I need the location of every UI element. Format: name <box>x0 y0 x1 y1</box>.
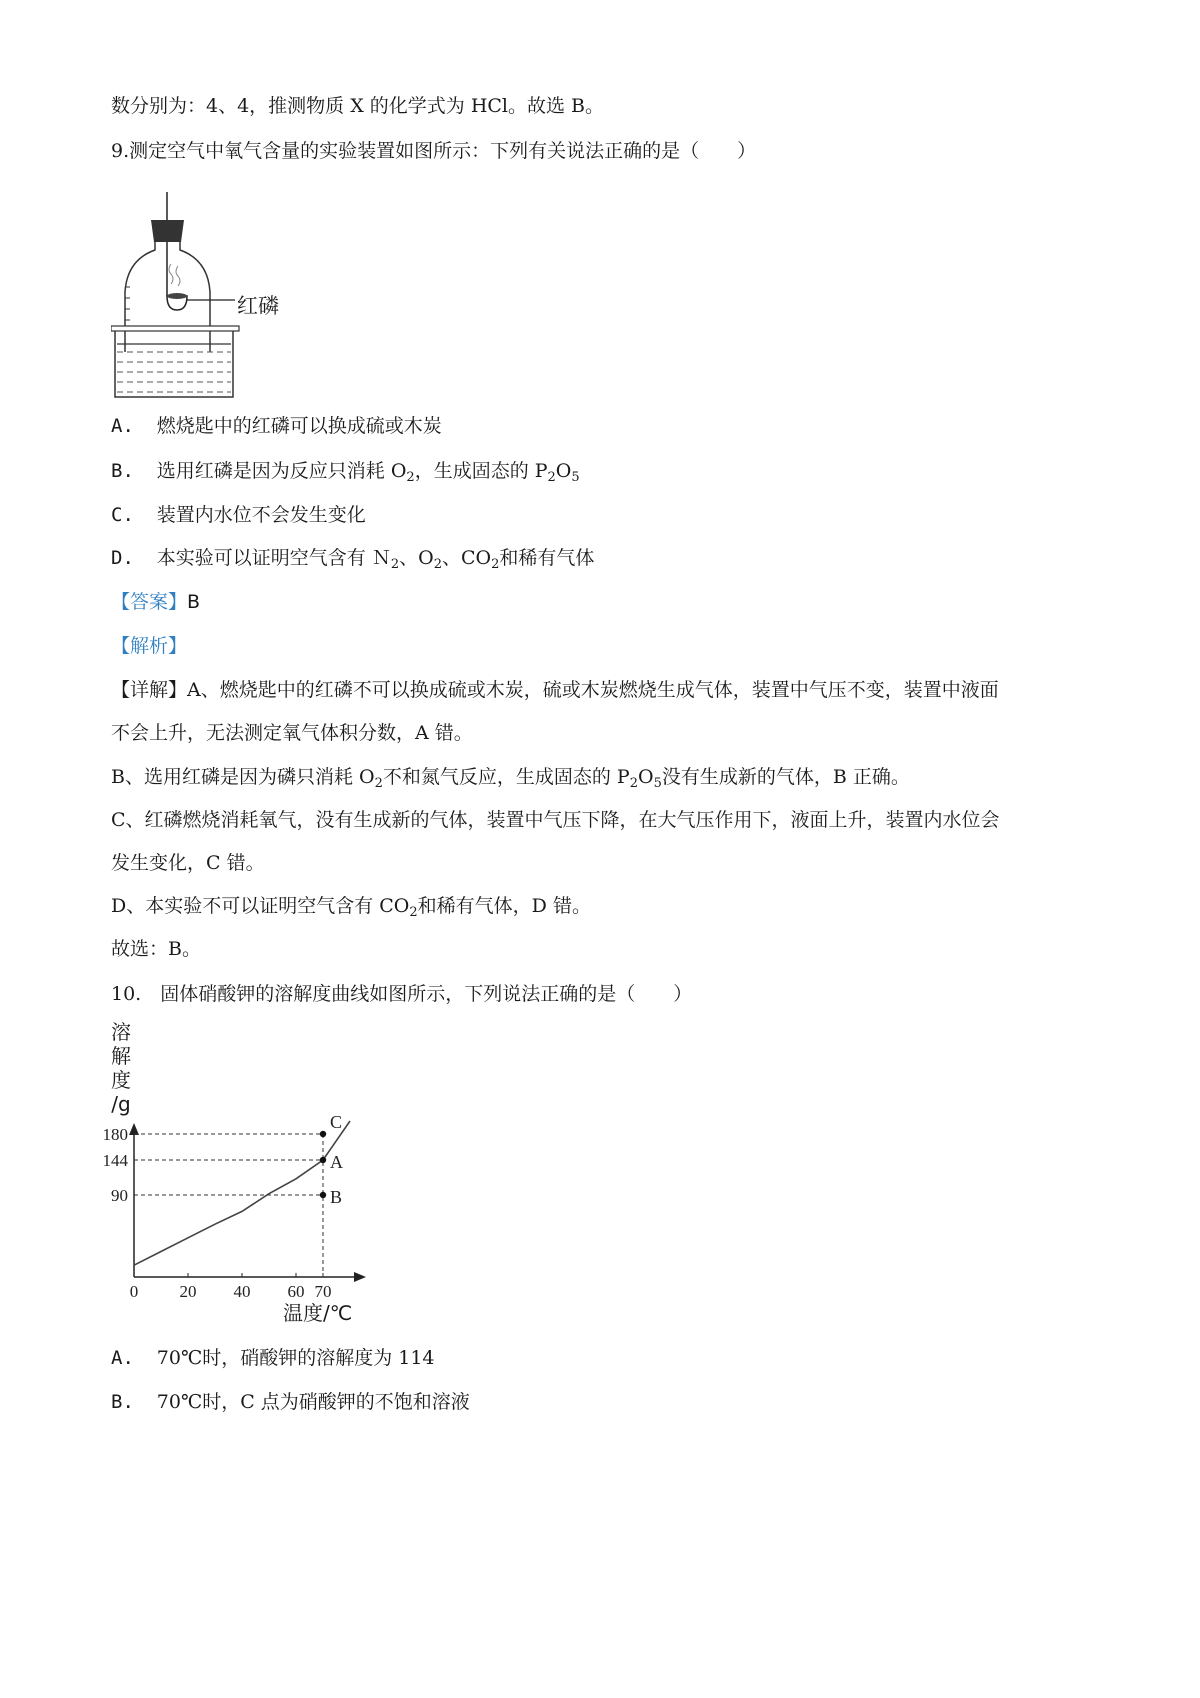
figure-label-red-phosphorus: 红磷 <box>237 294 279 318</box>
detail-line-1: 【详解】A、燃烧匙中的红磷不可以换成硫或木炭，硫或木炭燃烧生成气体，装置中气压不变，装置中液面 <box>111 679 999 701</box>
question-10-stem: 10. 固体硝酸钾的溶解度曲线如图所示，下列说法正确的是（ ） <box>111 983 693 1005</box>
option-letter: C. <box>111 504 134 526</box>
answer-value: B <box>187 591 201 613</box>
y-axis-label-char: 度 <box>111 1068 131 1092</box>
x-tick-label: 40 <box>233 1282 251 1301</box>
option-text: 燃烧匙中的红磷可以换成硫或木炭 <box>156 415 442 437</box>
x-tick-label: 60 <box>287 1282 305 1301</box>
solubility-curve <box>134 1121 350 1265</box>
data-point <box>320 1192 326 1198</box>
y-axis-label-char: /g <box>111 1092 131 1116</box>
answer-label: 【答案】 <box>111 591 188 613</box>
option-letter: A. <box>111 415 134 437</box>
x-axis-arrow <box>354 1272 366 1282</box>
detail-label: 【详解】 <box>111 679 188 701</box>
option-letter: D. <box>111 547 134 569</box>
option-letter: B. <box>111 460 134 482</box>
data-point-label: A <box>330 1152 343 1172</box>
option-text: 70℃时，C 点为硝酸钾的不饱和溶液 <box>156 1391 470 1413</box>
x-tick-label: 20 <box>179 1282 197 1301</box>
data-point <box>320 1131 326 1137</box>
option-text: 70℃时，硝酸钾的溶解度为 114 <box>156 1347 435 1369</box>
y-axis-label-char: 解 <box>111 1044 131 1068</box>
option-text: 装置内水位不会发生变化 <box>156 504 366 526</box>
option-9a <box>111 414 442 438</box>
x-axis-label: 温度/℃ <box>283 1301 353 1325</box>
x-tick-label: 70 <box>314 1282 332 1301</box>
x-tick-label: 0 <box>129 1282 139 1301</box>
y-axis-arrow <box>129 1123 139 1135</box>
data-point-label: C <box>330 1115 343 1132</box>
detail-line-5: 发生变化，C 错。 <box>111 852 265 874</box>
option-10b <box>111 1390 470 1414</box>
data-point-label: B <box>330 1187 343 1207</box>
y-axis-label-char: 溶 <box>111 1020 131 1044</box>
y-tick-label: 90 <box>111 1186 128 1205</box>
analysis-label: 【解析】 <box>111 635 188 657</box>
detail-line-2: 不会上升，无法测定氧气体积分数，A 错。 <box>111 722 473 744</box>
detail-line-3: B、选用红磷是因为磷只消耗 $O_2$不和氮气反应，生成固态的 $P_2O_5$没有生成新的气体，B 正确。 <box>111 766 910 791</box>
data-point <box>320 1157 326 1163</box>
detail-line-6: D、本实验不可以证明空气含有 $CO_2$和稀有气体，D 错。 <box>111 895 591 920</box>
detail-line-4: C、红磷燃烧消耗氧气，没有生成新的气体，装置中气压下降，在大气压作用下，液面上升，装置内水位会 <box>111 809 1000 831</box>
carry-over-line: 数分别为：4、4，推测物质 X 的化学式为 HCl。故选 B。 <box>111 95 605 117</box>
option-letter: A. <box>111 1347 134 1369</box>
oxygen-measurement-apparatus <box>111 192 311 402</box>
option-10a <box>111 1346 435 1370</box>
y-tick-label: 144 <box>102 1151 128 1170</box>
option-9c <box>111 503 366 527</box>
detail-line-7: 故选：B。 <box>111 938 201 960</box>
y-axis-label <box>106 1020 136 1116</box>
option-9b: B. 选用红磷是因为反应只消耗 $O_2$，生成固态的 $P_2O_5$ <box>111 460 580 485</box>
solubility-curve-chart <box>100 1115 420 1345</box>
option-9d: D. 本实验可以证明空气含有 Ｎ$_2$、$O_2$、$CO_2$和稀有气体 <box>111 547 595 572</box>
answer-line <box>111 590 200 614</box>
question-9-stem: 9.测定空气中氧气含量的实验装置如图所示：下列有关说法正确的是（ ） <box>111 140 757 162</box>
option-letter: B. <box>111 1391 134 1413</box>
y-tick-label: 180 <box>102 1125 128 1144</box>
